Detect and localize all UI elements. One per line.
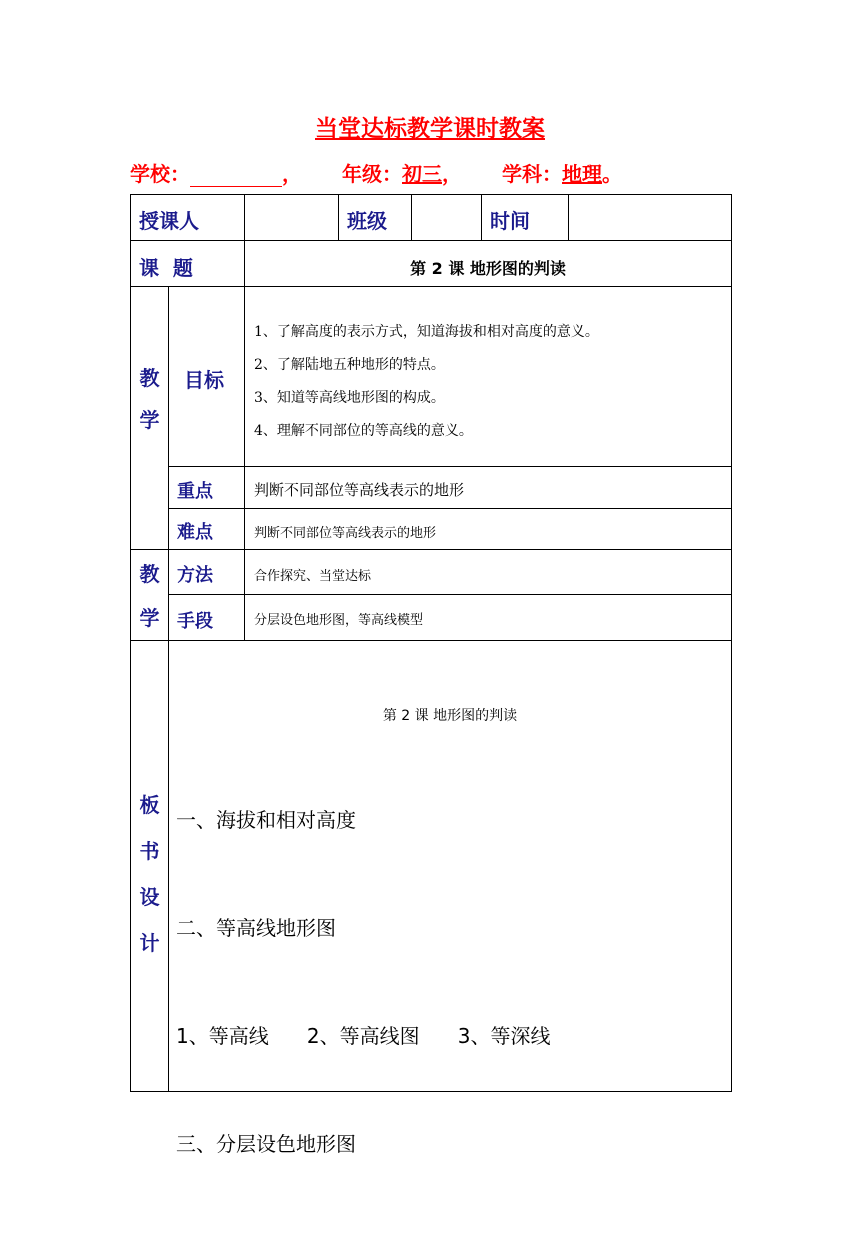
teaching-group-label [131,357,168,441]
goals-list [254,316,599,448]
key-point-label: 重点 [177,481,213,502]
class-value-cell [412,195,481,240]
board-line: 二、等高线地形图 [176,916,336,940]
board-title: 第 2 课 地形图的判读 [382,708,518,724]
subject-end: 。 [602,162,622,186]
school-separator: ， [282,162,302,186]
method-value: 合作探究、当堂达标 [254,569,372,584]
topic-value: 第 2 课 地形图的判读 [410,259,566,278]
subject-label: 学科： [502,162,562,186]
board-label-char: 书 [139,839,160,863]
method-group-label [131,552,168,640]
topic-label: 课 题 [139,256,193,280]
board-line: 一、海拔和相对高度 [176,808,356,832]
method-group-label-1: 教 [139,562,160,586]
board-design-label [131,782,168,966]
school-blank [190,166,282,187]
board-label-char: 板 [139,793,160,817]
means-label: 手段 [177,611,213,632]
method-group-label-2: 学 [139,606,160,630]
goal-item: 2、了解陆地五种地形的特点。 [254,357,445,373]
school-label: 学校： [130,162,190,186]
class-label: 班级 [347,209,387,233]
grade-value: 初三 [402,162,442,186]
goal-item: 4、理解不同部位的等高线的意义。 [254,423,473,439]
teacher-label: 授课人 [139,209,199,233]
board-outline [176,730,550,1234]
header-info-line [130,158,622,187]
difficult-point-value: 判断不同部位等高线表示的地形 [254,526,437,541]
subject-value: 地理 [562,162,602,186]
goal-item: 3、知道等高线地形图的构成。 [254,390,445,406]
method-label: 方法 [177,565,213,586]
board-line: 三、分层设色地形图 [176,1132,356,1156]
board-line: 1、等高线 2、等高线图 3、等深线 [176,1024,551,1048]
difficult-point-label: 难点 [177,522,213,543]
grade-separator: ， [442,162,462,186]
grade-label: 年级： [342,162,402,186]
key-point-value: 判断不同部位等高线表示的地形 [254,481,465,499]
goal-item: 1、了解高度的表示方式，知道海拔和相对高度的意义。 [254,324,599,340]
means-value: 分层设色地形图，等高线模型 [254,613,424,628]
time-label: 时间 [490,209,530,233]
teacher-value-cell [245,195,338,240]
teaching-label-1: 教 [139,366,160,390]
goals-label: 目标 [184,368,224,392]
board-label-char: 设 [139,885,160,909]
document-title: 当堂达标教学课时教案 [315,116,545,142]
teaching-label-2: 学 [139,408,160,432]
board-label-char: 计 [139,931,160,955]
time-value-cell [569,195,731,240]
